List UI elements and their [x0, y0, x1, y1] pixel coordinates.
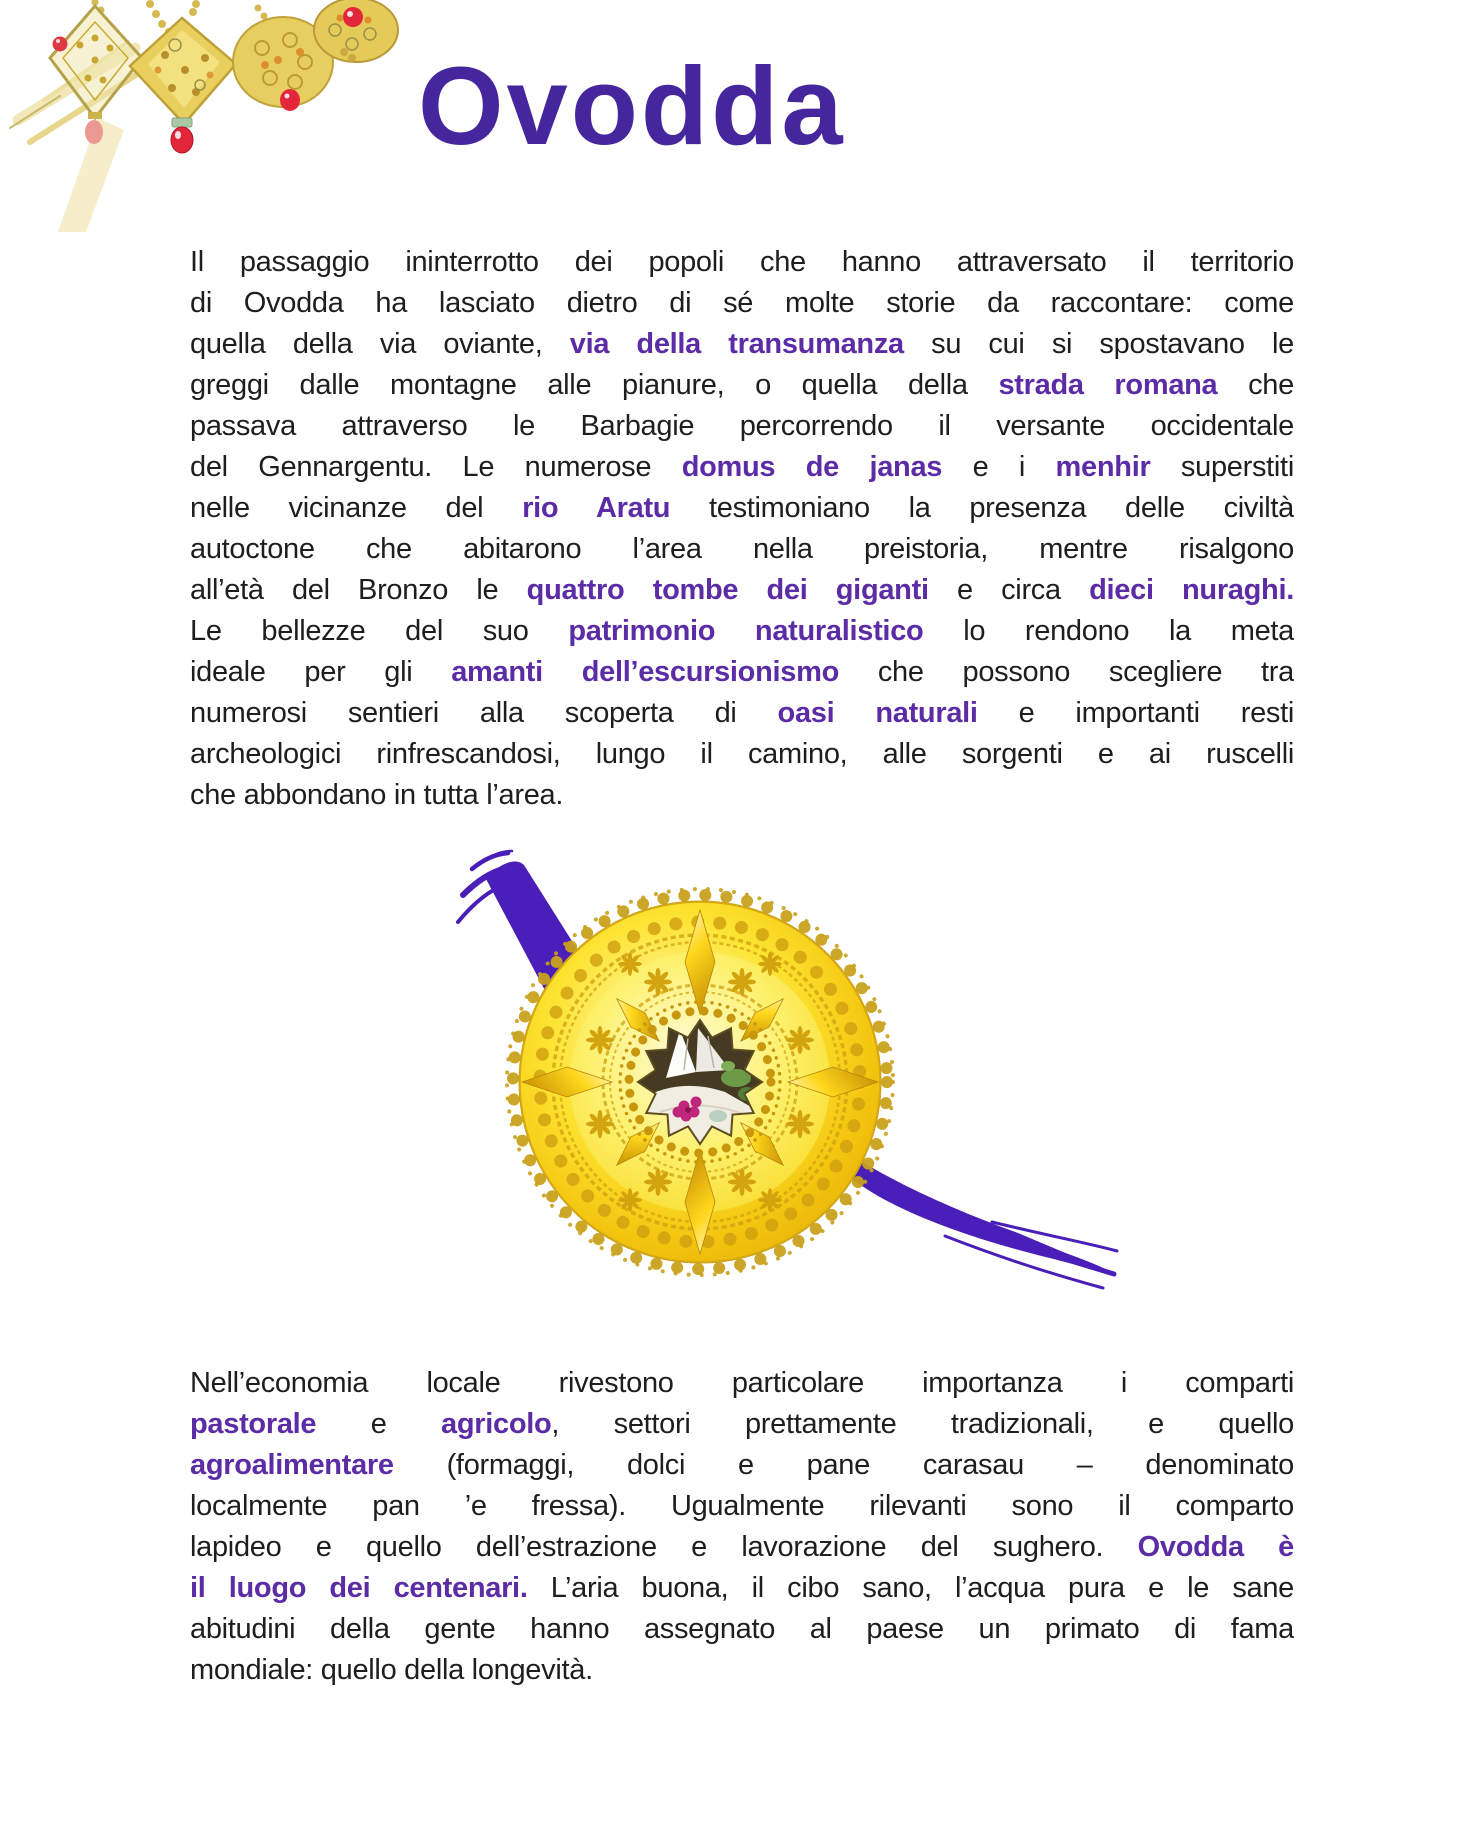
- text-line: [190, 611, 1294, 652]
- text-line: [190, 488, 1294, 529]
- plain-text: che abbondano in tutta l’area.: [190, 779, 564, 811]
- plain-text: archeologici rinfrescandosi, lungo il camino, alle sorgenti e ai ruscelli: [190, 738, 1294, 770]
- plain-text: che possono scegliere tra: [839, 656, 1294, 688]
- text-line: [190, 365, 1294, 406]
- plain-text: nelle vicinanze del: [190, 492, 523, 524]
- text-line: [190, 1609, 1294, 1650]
- page-title: Ovodda: [418, 45, 846, 168]
- highlighted-phrase: patrimonio naturalistico: [568, 615, 924, 647]
- text-line: [190, 775, 1294, 816]
- plain-text: L’aria buona, il cibo sano, l’acqua pura e le sane: [527, 1572, 1294, 1604]
- text-line: [190, 1650, 1294, 1691]
- body-paragraph-2: [190, 1363, 1294, 1691]
- plain-text: e circa: [928, 574, 1090, 606]
- highlighted-phrase: menhir: [1055, 451, 1151, 483]
- plain-text: numerosi sentieri alla scoperta di: [190, 697, 778, 729]
- highlighted-phrase: il luogo dei centenari.: [190, 1572, 528, 1604]
- plain-text: quella della via oviante,: [190, 328, 570, 360]
- highlighted-phrase: amanti dell’escursionismo: [451, 656, 839, 688]
- plain-text: lapideo e quello dell’estrazione e lavorazione del sughero.: [190, 1531, 1138, 1563]
- plain-text: greggi dalle montagne alle pianure, o quella della: [190, 369, 999, 401]
- plain-text: del Gennargentu. Le numerose: [190, 451, 682, 483]
- plain-text: passava attraverso le Barbagie percorrendo il versante occidentale: [190, 410, 1294, 442]
- text-line: [190, 1527, 1294, 1568]
- text-line: [190, 283, 1294, 324]
- text-line: [190, 1486, 1294, 1527]
- plain-text: , settori prettamente tradizionali, e quello: [551, 1408, 1294, 1440]
- plain-text: abitudini della gente hanno assegnato al paese un primato di fama: [190, 1613, 1294, 1645]
- text-line: [190, 1445, 1294, 1486]
- gold-filigree-button-medallion: [400, 845, 1120, 1315]
- plain-text: lo rendono la meta: [923, 615, 1294, 647]
- text-line: [190, 570, 1294, 611]
- pendant-gold-kite: [130, 0, 236, 153]
- plain-text: ideale per gli: [190, 656, 452, 688]
- plain-text: all’età del Bronzo le: [190, 574, 527, 606]
- plain-text: (formaggi, dolci e pane carasau – denominato: [393, 1449, 1294, 1481]
- highlighted-phrase: strada romana: [998, 369, 1218, 401]
- text-line: [190, 447, 1294, 488]
- plain-text: Le bellezze del suo: [190, 615, 569, 647]
- highlighted-phrase: oasi naturali: [777, 697, 978, 729]
- plain-text: testimoniano la presenza delle civiltà: [670, 492, 1294, 524]
- highlighted-phrase: agricolo: [441, 1408, 552, 1440]
- plain-text: su cui si spostavano le: [903, 328, 1294, 360]
- plain-text: localmente pan ’e fressa). Ugualmente rilevanti sono il comparto: [190, 1490, 1294, 1522]
- highlighted-phrase: agroalimentare: [190, 1449, 394, 1481]
- highlighted-phrase: quattro tombe dei giganti: [526, 574, 929, 606]
- text-line: [190, 1363, 1294, 1404]
- highlighted-phrase: dieci nuraghi.: [1089, 574, 1294, 606]
- text-line: [190, 1404, 1294, 1445]
- text-line: [190, 734, 1294, 775]
- text-line: [190, 406, 1294, 447]
- plain-text: che: [1217, 369, 1294, 401]
- plain-text: Nell’economia locale rivestono particolare importanza i comparti: [190, 1367, 1294, 1399]
- highlighted-phrase: rio Aratu: [522, 492, 671, 524]
- text-line: [190, 1568, 1294, 1609]
- text-line: [190, 324, 1294, 365]
- pendant-round-brooch: [314, 0, 398, 62]
- text-line: [190, 693, 1294, 734]
- plain-text: e: [316, 1408, 441, 1440]
- highlighted-phrase: pastorale: [190, 1408, 317, 1440]
- sardinian-jewelry-illustration: [0, 0, 460, 235]
- text-line: [190, 652, 1294, 693]
- plain-text: Il passaggio ininterrotto dei popoli che hanno attraversato il territorio: [190, 246, 1294, 278]
- text-line: [190, 242, 1294, 283]
- text-line: [190, 529, 1294, 570]
- plain-text: superstiti: [1150, 451, 1294, 483]
- plain-text: e importanti resti: [977, 697, 1294, 729]
- highlighted-phrase: domus de janas: [681, 451, 943, 483]
- highlighted-phrase: Ovodda è: [1137, 1531, 1294, 1563]
- body-paragraph-1: [190, 242, 1294, 816]
- plain-text: e i: [942, 451, 1056, 483]
- plain-text: autoctone che abitarono l’area nella preistoria, mentre risalgono: [190, 533, 1294, 565]
- plain-text: di Ovodda ha lasciato dietro di sé molte storie da raccontare: come: [190, 287, 1294, 319]
- highlighted-phrase: via della transumanza: [569, 328, 904, 360]
- plain-text: mondiale: quello della longevità.: [190, 1654, 593, 1686]
